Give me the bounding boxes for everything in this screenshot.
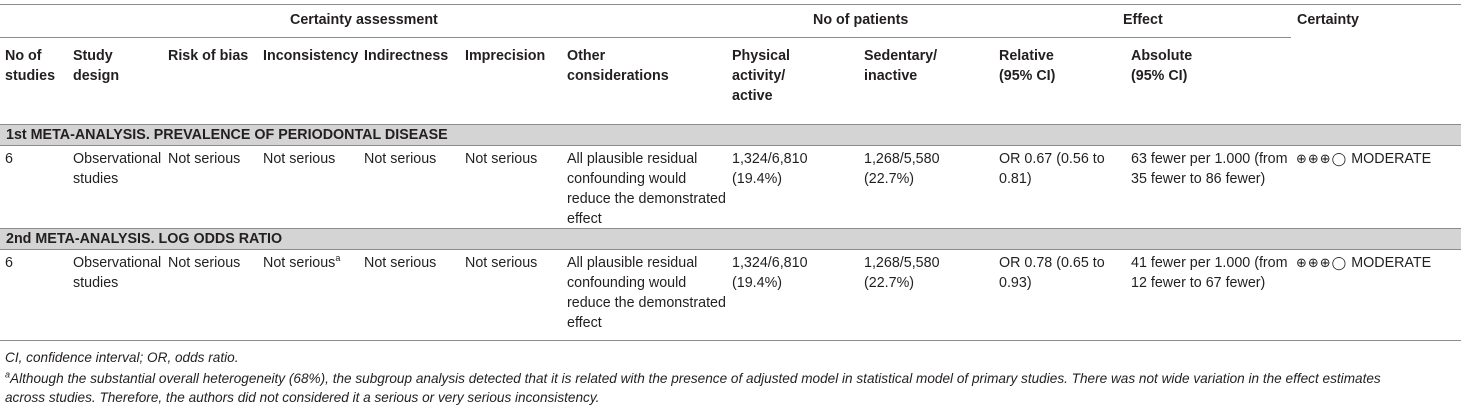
footnote-a: $^a$Although the substantial overall heterogeneity (68%), the subgroup analysis detected that it is related with the presence of adjusted model in statistical model of primary studies. There was not wide variation in the effect estimates across studies. Therefore, the authors did not considered it a serious or very serious inconsistency. [5,369,1381,405]
cell-certainty [1296,149,1431,170]
cell-physical-activity: 1,324/6,810 (19.4%) [732,255,808,291]
certainty-assessment-underline [0,37,726,38]
col-header-imprecision: Imprecision [465,48,546,64]
cell-relative: OR 0.78 (0.65 to 0.93) [999,255,1105,291]
cell-other-considerations: All plausible residual confounding would reduce the demonstrated effect [567,255,726,331]
cell-relative: OR 0.67 (0.56 to 0.81) [999,151,1105,187]
section-band-2 [0,228,1461,250]
col-header-physical-activity: Physical activity/ active [732,48,791,104]
cell-inconsistency: Not serious$^a$ [263,253,341,271]
col-header-absolute: Absolute (95% CI) [1131,48,1193,84]
col-header-risk-of-bias: Risk of bias [168,48,249,64]
section-band-1 [0,124,1461,146]
cell-absolute: 63 fewer per 1.000 (from 35 fewer to 86 fewer) [1131,151,1288,187]
col-header-inconsistency: Inconsistency [263,48,359,64]
cell-other-considerations: All plausible residual confounding would reduce the demonstrated effect [567,151,726,227]
footnote-marker: a [335,253,341,264]
col-header-indirectness: Indirectness [364,48,449,64]
cell-no-of-studies: 6 [5,151,13,167]
cell-risk-of-bias: Not serious [168,151,241,167]
cell-imprecision: Not serious [465,151,538,167]
cell-study-design: Observational studies [73,255,162,291]
section-title-2: 2nd META-ANALYSIS. LOG ODDS RATIO [6,231,283,247]
cell-risk-of-bias: Not serious [168,255,241,271]
cell-indirectness: Not serious [364,151,437,167]
col-header-no-of-studies: No of studies [5,48,56,84]
group-header-no-of-patients: No of patients [813,12,909,28]
cell-physical-activity: 1,324/6,810 (19.4%) [732,151,808,187]
table-bottom-rule [0,340,1461,341]
cell-no-of-studies: 6 [5,255,13,271]
col-header-other-considerations: Other considerations [567,48,669,84]
cell-sedentary: 1,268/5,580 (22.7%) [864,255,940,291]
col-header-sedentary: Sedentary/ inactive [864,48,938,84]
certainty-label: MODERATE [1351,151,1432,167]
cell-absolute: 41 fewer per 1.000 (from 12 fewer to 67 fewer) [1131,255,1288,291]
certainty-rating-icon: ⊕⊕⊕◯ [1296,152,1348,167]
group-header-certainty: Certainty [1297,12,1359,28]
table-top-rule [0,4,1461,5]
footnote-a-marker: a [5,369,11,380]
col-header-study-design: Study design [73,48,120,84]
group-header-certainty-assessment: Certainty assessment [290,12,438,28]
certainty-label: MODERATE [1351,255,1432,271]
effect-underline [992,37,1291,38]
cell-indirectness: Not serious [364,255,437,271]
no-of-patients-underline [726,37,992,38]
cell-study-design: Observational studies [73,151,162,187]
cell-inconsistency: Not serious [263,151,336,167]
section-title-1: 1st META-ANALYSIS. PREVALENCE OF PERIODONTAL DISEASE [6,127,448,143]
footnote-abbreviations: CI, confidence interval; OR, odds ratio. [5,350,239,365]
certainty-rating-icon: ⊕⊕⊕◯ [1296,256,1348,271]
col-header-relative: Relative (95% CI) [999,48,1056,84]
cell-certainty [1296,253,1431,274]
cell-sedentary: 1,268/5,580 (22.7%) [864,151,940,187]
cell-imprecision: Not serious [465,255,538,271]
group-header-effect: Effect [1123,12,1163,28]
